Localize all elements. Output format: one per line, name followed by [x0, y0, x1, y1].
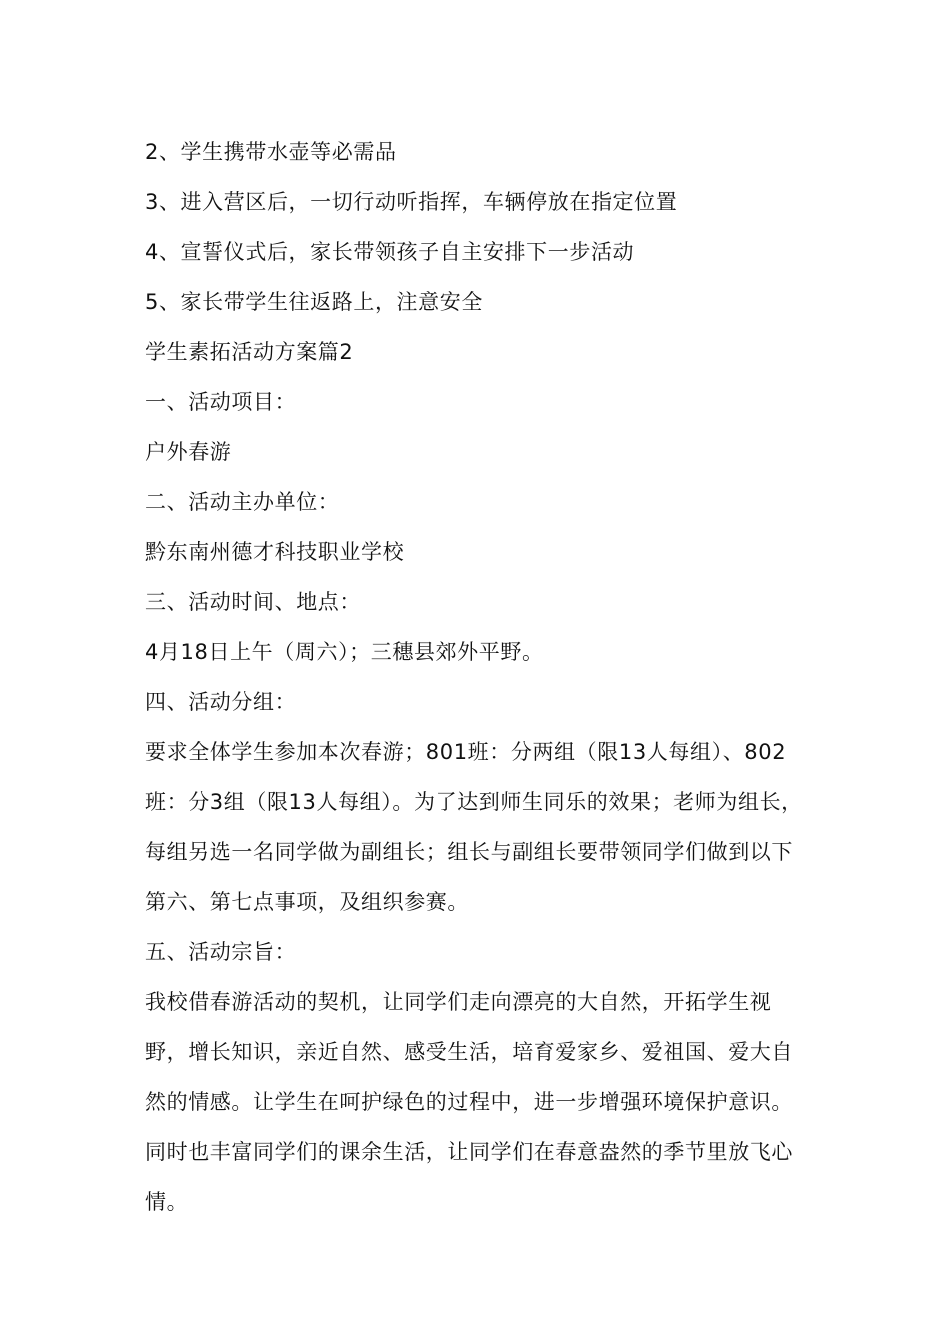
text-activity-item: 户外春游	[145, 440, 232, 464]
list-item-safety: 5、家长带学生往返路上，注意安全	[145, 290, 483, 314]
section-title-plan-2: 学生素拓活动方案篇2	[145, 340, 354, 364]
list-item-follow-instructions: 3、进入营区后，一切行动听指挥，车辆停放在指定位置	[145, 190, 678, 214]
list-item-after-oath: 4、宣誓仪式后，家长带领孩子自主安排下一步活动	[145, 240, 635, 264]
heading-purpose: 五、活动宗旨：	[145, 940, 297, 964]
heading-organizer: 二、活动主办单位：	[145, 490, 340, 514]
text-purpose: 我校借春游活动的契机，让同学们走向漂亮的大自然，开拓学生视野，增长知识，亲近自然、感受生活，培育爱家乡、爱祖国、爱大自然的情感。让学生在呵护绿色的过程中，进一步增强环境保护意识。同时也丰富同学们的课余生活，让同学们在春意盎然的季节里放飞心情。	[145, 990, 793, 1214]
document-body	[145, 127, 810, 1227]
text-time-place: 4月18日上午（周六）；三穗县郊外平野。	[145, 640, 544, 664]
text-grouping: 要求全体学生参加本次春游；801班：分两组（限13人每组）、802班：分3组（限13人每组）。为了达到师生同乐的效果；老师为组长，每组另选一名同学做为副组长；组长与副组长要带领同学们做到以下第六、第七点事项，及组织参赛。	[145, 740, 803, 914]
heading-activity-item: 一、活动项目：	[145, 390, 297, 414]
heading-time-place: 三、活动时间、地点：	[145, 590, 361, 614]
heading-grouping: 四、活动分组：	[145, 690, 297, 714]
text-organizer: 黔东南州德才科技职业学校	[145, 540, 405, 564]
list-item-bring-water: 2、学生携带水壶等必需品	[145, 140, 397, 164]
